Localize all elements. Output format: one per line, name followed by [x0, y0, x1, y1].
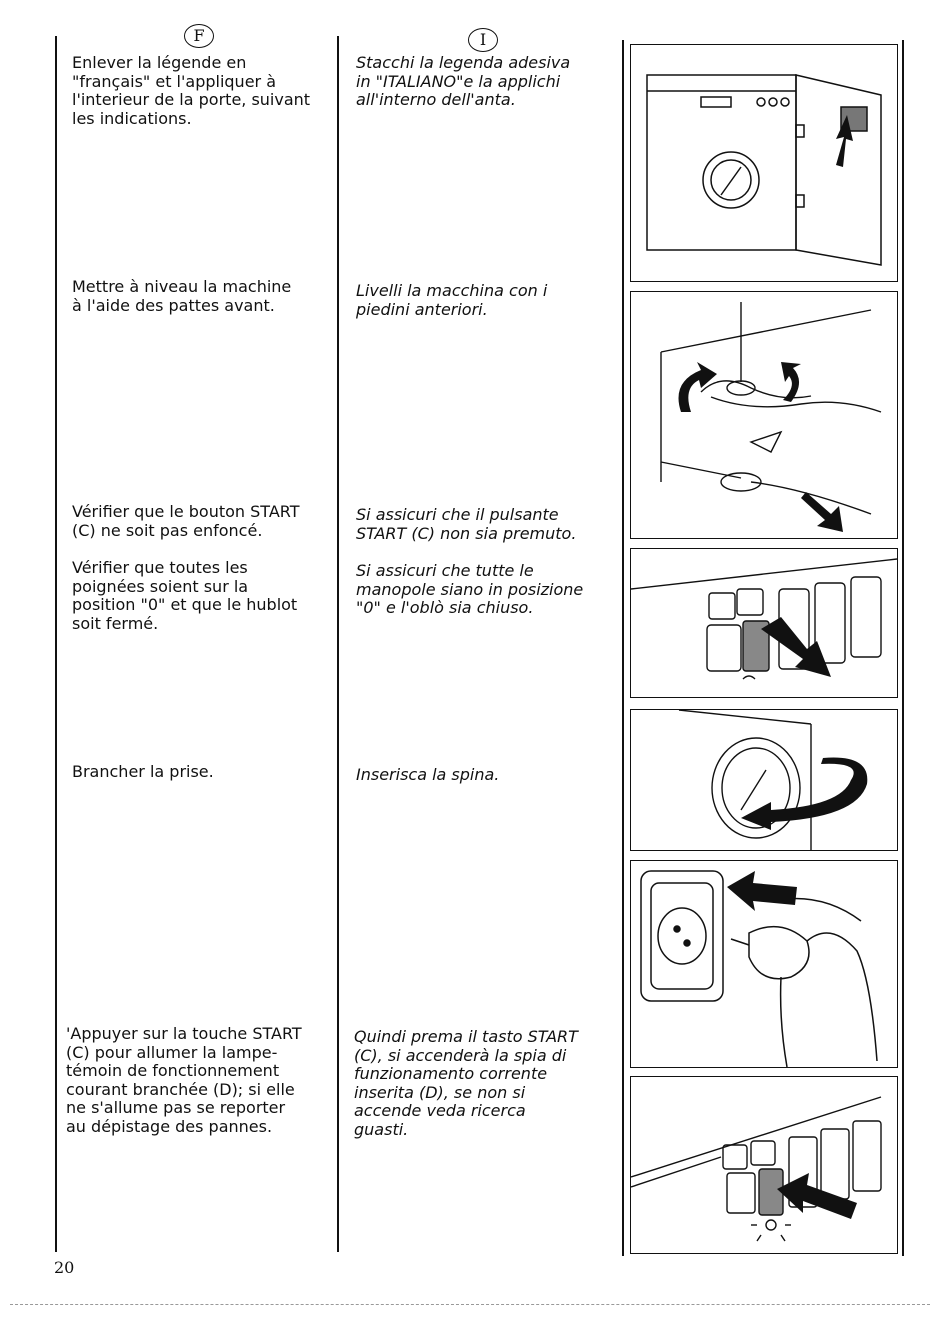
text-line: témoin de fonctionnement [66, 1061, 280, 1080]
text-line: Si assicuri che tutte le [356, 561, 534, 580]
text-line: Si assicuri che il pulsante [356, 505, 559, 524]
text-line: soit fermé. [72, 613, 159, 633]
text-line: ne s'allume pas se reporter [66, 1098, 286, 1117]
text-line: (C) ne soit pas enfoncé. [72, 520, 263, 540]
figure-press-start [630, 1076, 898, 1254]
step-3-french-text [72, 503, 300, 540]
text-line: "français" et l'appliquer à [72, 71, 277, 91]
left-margin-rule [55, 36, 57, 1252]
rotate-arrow-icon [679, 362, 718, 412]
step-2-italian-text [356, 282, 547, 319]
step-1-italian-text [356, 54, 570, 110]
plug-socket-illustration [631, 861, 897, 1067]
text-line: Brancher la prise. [72, 762, 214, 781]
text-line: au dépistage des pannes. [66, 1116, 273, 1136]
control-panel-illustration [631, 549, 897, 697]
text-line: Vérifier que le bouton START [72, 502, 300, 521]
text-line: (C), si accenderà la spia di [354, 1045, 567, 1065]
step-4-french-text [72, 559, 297, 633]
text-line: guasti. [354, 1119, 409, 1139]
step-3-italian-text [356, 506, 576, 543]
text-line: 'Appuyer sur la touche START [66, 1024, 302, 1043]
text-line: in "ITALIANO"e la applichi [356, 71, 561, 91]
figure-level-feet [630, 291, 898, 539]
text-line: courant branchée (D); si elle [66, 1079, 295, 1099]
figure-control-knobs [630, 548, 898, 698]
text-line: accende veda ricerca [354, 1101, 526, 1120]
arrow-diagonal-icon [761, 617, 831, 677]
text-line: all'interno dell'anta. [356, 90, 516, 109]
step-5-italian-text [356, 766, 499, 785]
start-button-illustration [631, 1077, 897, 1253]
text-line: Mettre à niveau la machine [72, 277, 292, 296]
text-line: (C) pour allumer la lampe- [66, 1042, 278, 1062]
step-6-french-text [66, 1025, 302, 1136]
text-line: inserita (D), se non si [354, 1082, 526, 1102]
figure-column-right-rule [902, 40, 904, 1256]
page-bottom-edge [10, 1304, 930, 1305]
step-2-french-text [72, 278, 291, 315]
text-line: l'interieur de la porte, suivant [72, 90, 311, 109]
figure-open-door [630, 44, 898, 282]
text-line: piedini anteriori. [356, 299, 488, 319]
text-line: poignées soient sur la [72, 576, 249, 596]
language-marker-french: F [184, 24, 214, 48]
text-line: Inserisca la spina. [356, 765, 500, 784]
text-line: les indications. [72, 108, 192, 128]
step-6-italian-text [354, 1028, 578, 1139]
text-line: Stacchi la legenda adesiva [356, 53, 571, 72]
figure-insert-plug [630, 860, 898, 1068]
text-line: à l'aide des pattes avant. [72, 295, 275, 315]
text-line: START (C) non sia premuto. [356, 523, 577, 543]
arrow-left-icon [727, 871, 797, 911]
text-line: Enlever la légende en [72, 53, 247, 72]
language-marker-italian: I [468, 28, 498, 52]
text-line: funzionamento corrente [354, 1064, 548, 1083]
column-divider-rule [337, 36, 339, 1252]
rotate-arrow-icon [781, 362, 801, 402]
step-4-italian-text [356, 562, 583, 618]
porthole-closing-illustration [631, 710, 897, 850]
leveling-wrench-illustration [631, 292, 897, 538]
curved-arrow-icon [741, 758, 867, 830]
text-line: Vérifier que toutes les [72, 558, 248, 577]
text-line: "0" e l'oblò sia chiuso. [356, 598, 534, 617]
text-line: position "0" et que le hublot [72, 595, 298, 614]
page-number: 20 [54, 1258, 75, 1277]
text-line: Livelli la macchina con i [356, 281, 548, 300]
text-line: Quindi prema il tasto START [354, 1027, 578, 1046]
step-1-french-text [72, 54, 310, 128]
text-line: manopole siano in posizione [356, 579, 584, 599]
washing-machine-door-illustration [631, 45, 897, 281]
figure-close-porthole [630, 709, 898, 851]
step-5-french-text [72, 763, 214, 782]
figure-column-left-rule [622, 40, 624, 1256]
